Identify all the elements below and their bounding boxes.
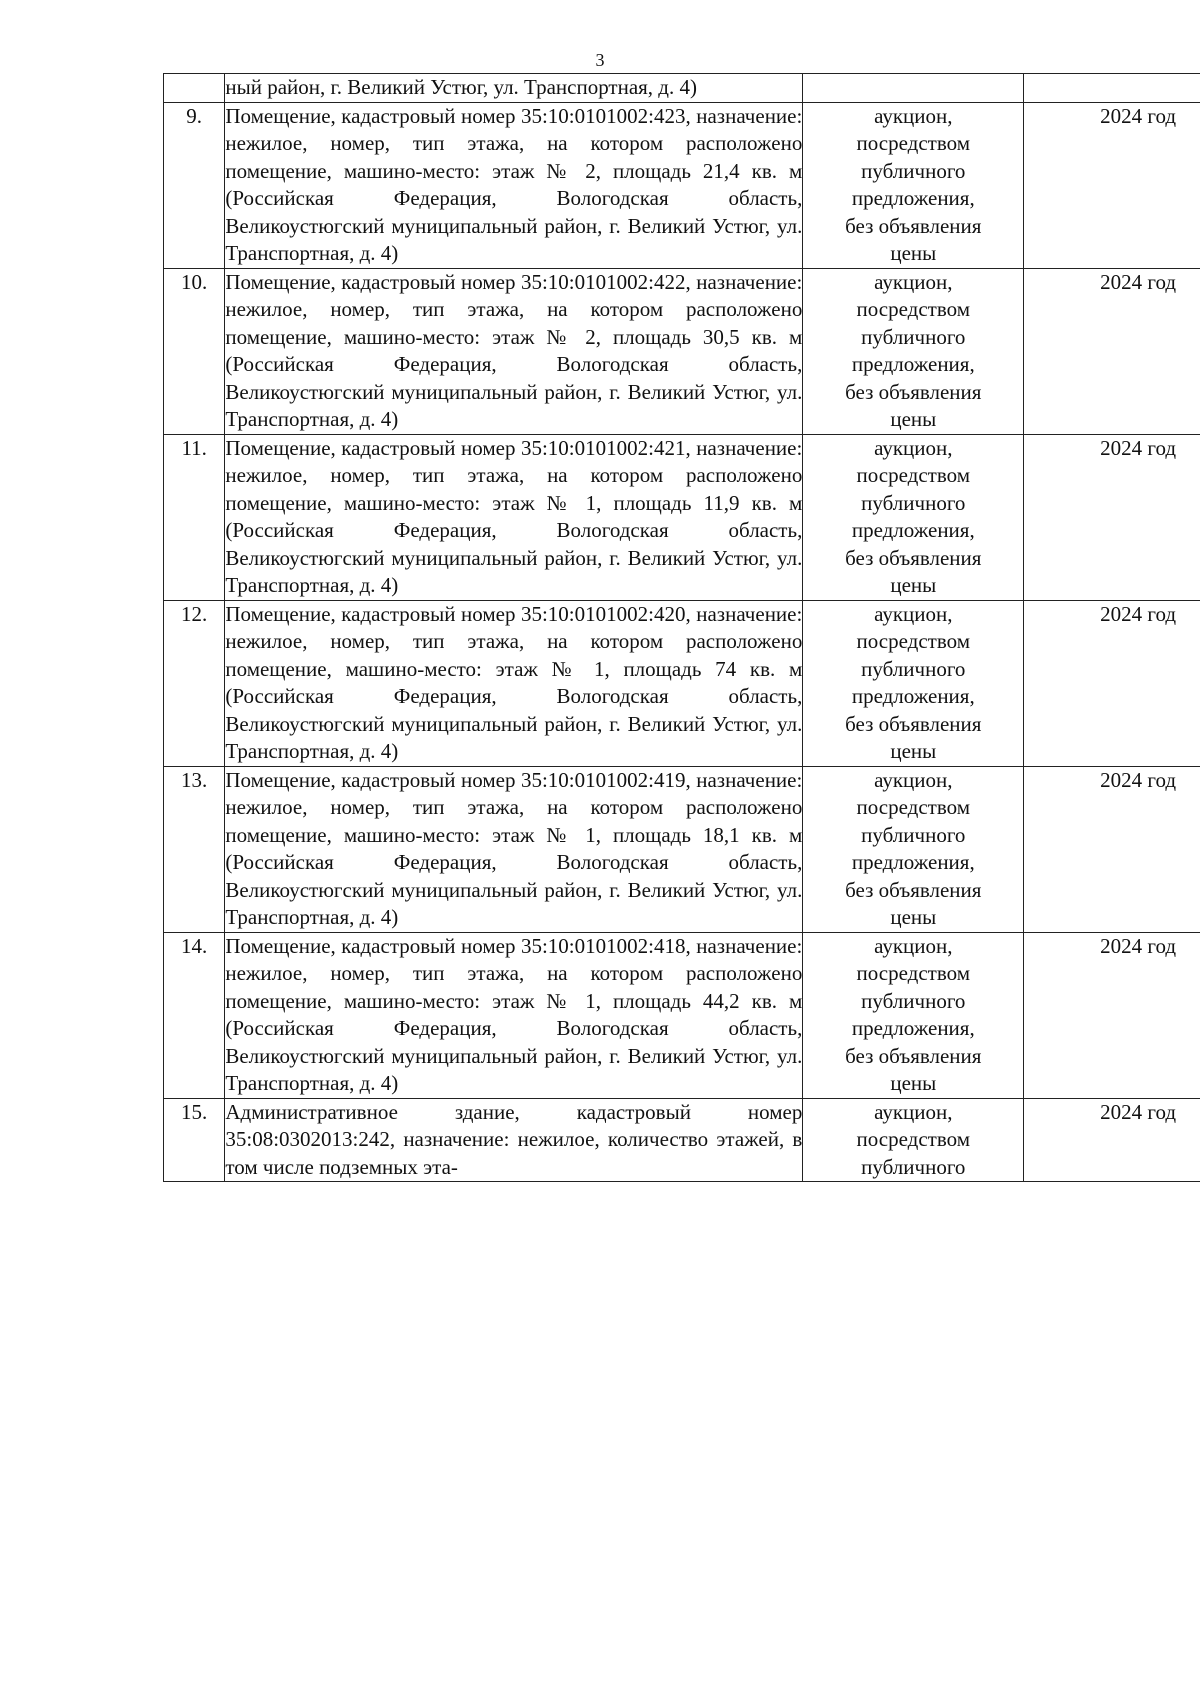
sale-method-line: посредством [856,131,971,155]
sale-method-line: аукцион, [874,1099,953,1124]
table-body [164,74,1200,1182]
sale-method [803,268,1024,434]
sale-method-line: посредством [856,297,971,321]
sale-method-line: без объявления [845,213,982,238]
page-number: 3 [595,50,605,70]
sale-method-line: цены [890,905,937,929]
sale-method-line: публичного [861,822,966,847]
sale-year: 2024 год [1024,1098,1200,1182]
sale-method [803,1098,1024,1182]
sale-method-line: цены [890,1071,937,1095]
sale-method-line: аукцион, [874,435,953,460]
sale-method-line: посредством [856,1127,971,1151]
object-description [225,268,803,434]
object-description [225,932,803,1098]
table-row [164,766,1200,932]
sale-method-line: без объявления [845,877,982,902]
sale-year [1024,74,1200,103]
row-number: 9. [164,102,225,268]
sale-year: 2024 год [1024,434,1200,600]
sale-method-line: аукцион, [874,933,953,958]
object-description-text: ный район, г. Великий Устюг, ул. Транспортная, д. 4) [225,75,697,99]
sale-year: 2024 год [1024,268,1200,434]
object-description-text: Административное здание, кадастровый номер 35:08:0302013:242, назначение: нежилое, количество этажей, в том числе подземных эта- [225,1099,803,1179]
object-description-text: Помещение, кадастровый номер 35:10:0101002:422, назначение: нежилое, номер, тип этажа, на котором расположено помещение, машино-место: этаж № 2, площадь 30,5 кв. м (Российская Федерация, Вологодская область, Великоустюгский муниципальный район, г. Великий Устюг, ул. Транспортная, д. 4) [225,269,803,431]
sale-method-line: публичного [861,490,966,515]
sale-method-line: публичного [861,324,966,349]
sale-method-line: аукцион, [874,103,953,128]
sale-method-line: без объявления [845,379,982,404]
object-description-text: Помещение, кадастровый номер 35:10:0101002:418, назначение: нежилое, номер, тип этажа, на котором расположено помещение, машино-место: этаж № 1, площадь 44,2 кв. м (Российская Федерация, Вологодская область, Великоустюгский муниципальный район, г. Великий Устюг, ул. Транспортная, д. 4) [225,933,803,1095]
object-description-text: Помещение, кадастровый номер 35:10:0101002:421, назначение: нежилое, номер, тип этажа, на котором расположено помещение, машино-место: этаж № 1, площадь 11,9 кв. м (Российская Федерация, Вологодская область, Великоустюгский муниципальный район, г. Великий Устюг, ул. Транспортная, д. 4) [225,435,803,597]
sale-method-line: предложения, [851,850,975,874]
sale-method-line: публичного [861,158,966,183]
table-row [164,1098,1200,1182]
sale-method-line: посредством [856,961,971,985]
row-number: 11. [164,434,225,600]
row-number: 13. [164,766,225,932]
object-description-text: Помещение, кадастровый номер 35:10:0101002:419, назначение: нежилое, номер, тип этажа, на котором расположено помещение, машино-место: этаж № 1, площадь 18,1 кв. м (Российская Федерация, Вологодская область, Великоустюгский муниципальный район, г. Великий Устюг, ул. Транспортная, д. 4) [225,767,803,929]
sale-method-line: аукцион, [874,767,953,792]
sale-year: 2024 год [1024,102,1200,268]
sale-method-line: без объявления [845,545,982,570]
sale-method-line: цены [890,407,937,431]
sale-method-line: публичного [861,988,966,1013]
table-row [164,600,1200,766]
sale-method-line: без объявления [845,1043,982,1068]
table-row [164,268,1200,434]
object-description [225,74,803,103]
object-description [225,766,803,932]
row-number [164,74,225,103]
object-description [225,434,803,600]
sale-method-line: публичного [861,1154,966,1179]
table-row [164,74,1200,103]
sale-method [803,600,1024,766]
table-row [164,102,1200,268]
sale-year: 2024 год [1024,932,1200,1098]
sale-method-line: без объявления [845,711,982,736]
sale-method-line: аукцион, [874,269,953,294]
sale-method [803,434,1024,600]
sale-method-line: предложения, [851,518,975,542]
property-table [163,73,1200,1182]
sale-method-line: цены [890,241,937,265]
sale-method [803,74,1024,103]
sale-method-line: публичного [861,656,966,681]
row-number: 10. [164,268,225,434]
sale-method-line: предложения, [851,684,975,708]
sale-method [803,932,1024,1098]
sale-method-line: предложения, [851,352,975,376]
table-row [164,932,1200,1098]
sale-method-line: цены [890,573,937,597]
sale-method-line: цены [890,739,937,763]
sale-method-line: предложения, [851,1016,975,1040]
sale-year: 2024 год [1024,600,1200,766]
object-description [225,102,803,268]
row-number: 14. [164,932,225,1098]
sale-method [803,766,1024,932]
sale-method-line: посредством [856,795,971,819]
table-row [164,434,1200,600]
sale-method [803,102,1024,268]
row-number: 12. [164,600,225,766]
object-description-text: Помещение, кадастровый номер 35:10:0101002:423, назначение: нежилое, номер, тип этажа, на котором расположено помещение, машино-место: этаж № 2, площадь 21,4 кв. м (Российская Федерация, Вологодская область, Великоустюгский муниципальный район, г. Великий Устюг, ул. Транспортная, д. 4) [225,103,803,265]
sale-method-line: посредством [856,629,971,653]
sale-method-line: аукцион, [874,601,953,626]
object-description [225,600,803,766]
sale-method-line: предложения, [851,186,975,210]
object-description [225,1098,803,1182]
row-number: 15. [164,1098,225,1182]
object-description-text: Помещение, кадастровый номер 35:10:0101002:420, назначение: нежилое, номер, тип этажа, на котором расположено помещение, машино-место: этаж № 1, площадь 74 кв. м (Российская Федерация, Вологодская область, Великоустюгский муниципальный район, г. Великий Устюг, ул. Транспортная, д. 4) [225,601,803,763]
sale-method-line: посредством [856,463,971,487]
sale-year: 2024 год [1024,766,1200,932]
